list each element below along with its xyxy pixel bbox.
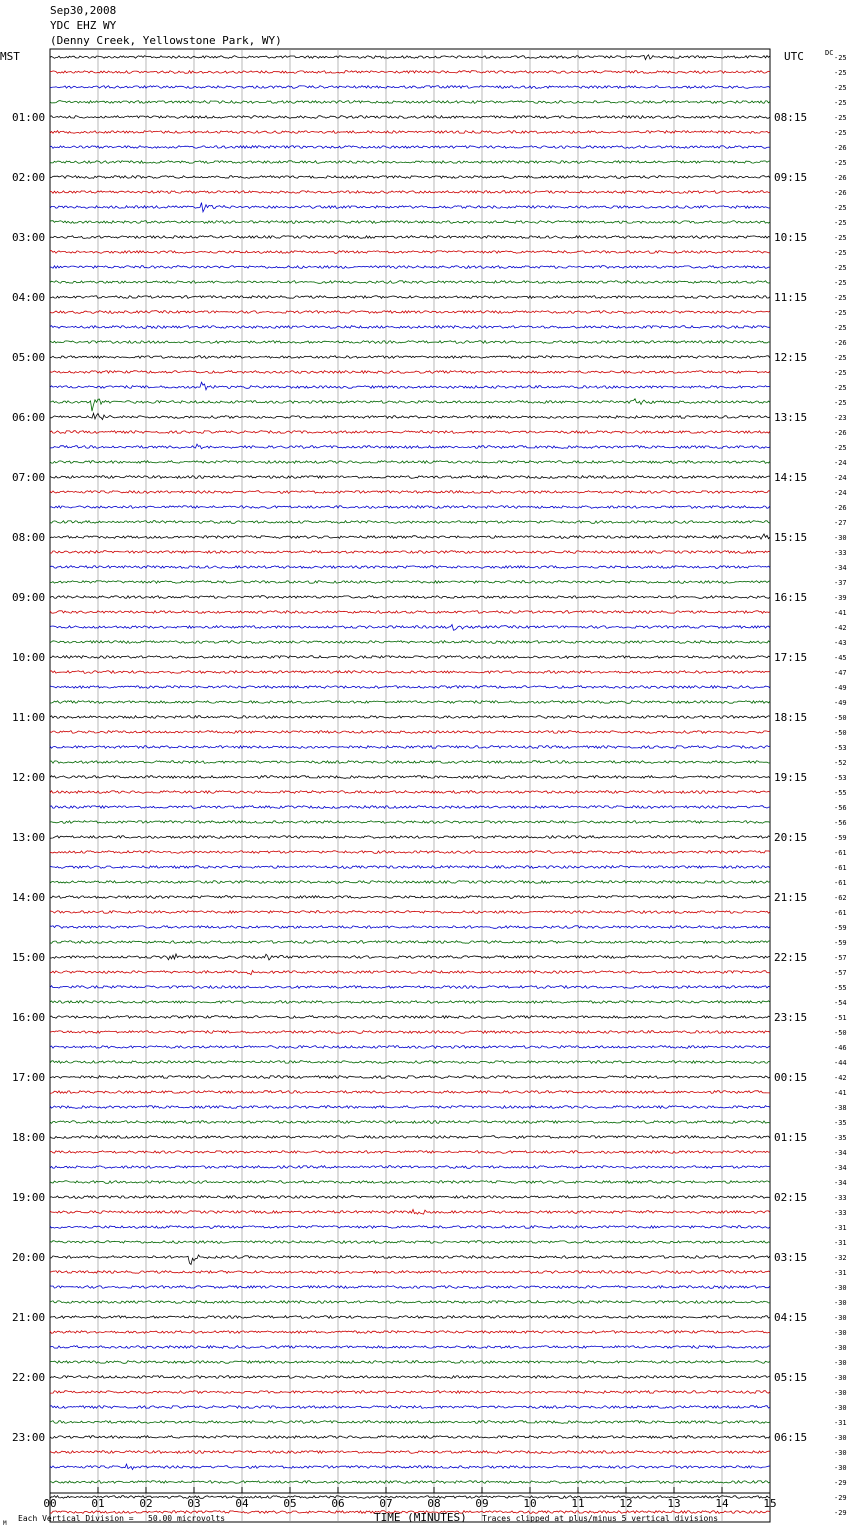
utc-hour-label: 15:15 bbox=[774, 531, 808, 544]
seismic-trace bbox=[50, 1061, 770, 1064]
dc-offset-value: -30 bbox=[834, 1389, 847, 1397]
dc-offset-value: -34 bbox=[834, 564, 847, 572]
dc-offset-value: -35 bbox=[834, 1119, 847, 1127]
seismic-trace bbox=[50, 791, 770, 794]
dc-offset-value: -25 bbox=[834, 399, 847, 407]
dc-offset-value: -53 bbox=[834, 744, 847, 752]
dc-offset-value: -53 bbox=[834, 774, 847, 782]
seismic-trace bbox=[50, 236, 770, 239]
seismic-trace bbox=[50, 611, 770, 614]
seismic-trace bbox=[50, 581, 770, 584]
seismic-trace bbox=[50, 836, 770, 839]
dc-offset-value: -49 bbox=[834, 684, 847, 692]
seismic-trace bbox=[50, 821, 770, 824]
seismic-trace bbox=[50, 686, 770, 689]
x-tick-label: 02 bbox=[139, 1497, 153, 1510]
seismic-trace bbox=[50, 746, 770, 749]
dc-offset-value: -25 bbox=[834, 114, 847, 122]
dc-offset-value: -24 bbox=[834, 474, 847, 482]
dc-offset-value: -31 bbox=[834, 1269, 847, 1277]
x-tick-label: 03 bbox=[187, 1497, 201, 1510]
seismic-trace bbox=[50, 1464, 770, 1469]
x-tick-label: 05 bbox=[283, 1497, 297, 1510]
dc-offset-value: -31 bbox=[834, 1224, 847, 1232]
dc-offset-value: -45 bbox=[834, 654, 847, 662]
dc-offset-value: -31 bbox=[834, 1239, 847, 1247]
mst-hour-label: 10:00 bbox=[12, 651, 46, 664]
dc-offset-value: -30 bbox=[834, 1464, 847, 1472]
dc-offset-value: -61 bbox=[834, 909, 847, 917]
corner-mark: M bbox=[3, 1520, 7, 1527]
utc-hour-label: 14:15 bbox=[774, 471, 808, 484]
dc-offset-value: -25 bbox=[834, 249, 847, 257]
dc-offset-value: -50 bbox=[834, 714, 847, 722]
seismic-trace bbox=[50, 1361, 770, 1364]
seismic-trace bbox=[50, 1241, 770, 1244]
seismic-trace bbox=[50, 491, 770, 494]
seismic-trace bbox=[50, 701, 770, 704]
seismic-trace bbox=[50, 326, 770, 329]
dc-offset-value: -29 bbox=[834, 1509, 847, 1517]
seismic-trace bbox=[50, 1181, 770, 1184]
utc-hour-label: 06:15 bbox=[774, 1431, 808, 1444]
seismic-trace bbox=[50, 1436, 770, 1439]
mst-hour-label: 19:00 bbox=[12, 1191, 46, 1204]
dc-offset-value: -25 bbox=[834, 309, 847, 317]
utc-hour-label: 21:15 bbox=[774, 891, 808, 904]
dc-offset-value: -56 bbox=[834, 804, 847, 812]
seismic-trace bbox=[50, 1301, 770, 1304]
x-tick-label: 13 bbox=[667, 1497, 681, 1510]
dc-offset-value: -30 bbox=[834, 1404, 847, 1412]
dc-offset-value: -39 bbox=[834, 594, 847, 602]
dc-offset-value: -26 bbox=[834, 339, 847, 347]
seismic-trace bbox=[50, 1121, 770, 1124]
seismic-trace bbox=[50, 1316, 770, 1319]
dc-offset-value: -32 bbox=[834, 1254, 847, 1262]
dc-offset-value: -29 bbox=[834, 1494, 847, 1502]
dc-offset-value: -54 bbox=[834, 999, 847, 1007]
vertical-scale-note: Each Vertical Division = 50.00 microvolts bbox=[18, 1514, 226, 1523]
seismic-trace bbox=[50, 399, 770, 411]
dc-offset-value: -25 bbox=[834, 354, 847, 362]
seismic-trace bbox=[50, 1451, 770, 1454]
seismic-trace bbox=[50, 866, 770, 869]
dc-offset-value: -30 bbox=[834, 1374, 847, 1382]
seismic-trace bbox=[50, 1376, 770, 1379]
mst-hour-label: 15:00 bbox=[12, 951, 46, 964]
seismic-trace bbox=[50, 1331, 770, 1334]
seismic-trace bbox=[50, 311, 770, 314]
utc-hour-label: 19:15 bbox=[774, 771, 808, 784]
dc-offset-value: -33 bbox=[834, 1194, 847, 1202]
dc-offset-value: -33 bbox=[834, 1209, 847, 1217]
mst-hour-label: 05:00 bbox=[12, 351, 46, 364]
dc-offset-value: -34 bbox=[834, 1164, 847, 1172]
seismic-trace bbox=[50, 896, 770, 899]
seismic-trace bbox=[50, 986, 770, 989]
mst-hour-label: 09:00 bbox=[12, 591, 46, 604]
dc-offset-value: -47 bbox=[834, 669, 847, 677]
dc-offset-value: -25 bbox=[834, 99, 847, 107]
dc-offset-value: -55 bbox=[834, 789, 847, 797]
seismic-trace bbox=[50, 1001, 770, 1004]
seismic-trace bbox=[50, 1151, 770, 1154]
seismic-trace bbox=[50, 1481, 770, 1484]
dc-offset-value: -41 bbox=[834, 609, 847, 617]
seismic-trace bbox=[50, 55, 770, 60]
utc-hour-label: 03:15 bbox=[774, 1251, 808, 1264]
seismic-trace bbox=[50, 281, 770, 284]
seismic-trace bbox=[50, 851, 770, 854]
utc-hour-label: 08:15 bbox=[774, 111, 808, 124]
seismic-trace bbox=[50, 1210, 770, 1215]
dc-offset-value: -30 bbox=[834, 534, 847, 542]
dc-offset-value: -24 bbox=[834, 489, 847, 497]
station-code: YDC EHZ WY bbox=[50, 19, 117, 32]
dc-offset-value: -30 bbox=[834, 1284, 847, 1292]
x-tick-label: 00 bbox=[43, 1497, 57, 1510]
dc-offset-value: -61 bbox=[834, 864, 847, 872]
seismic-trace bbox=[50, 671, 770, 674]
x-tick-label: 08 bbox=[427, 1497, 441, 1510]
dc-offset-value: -59 bbox=[834, 924, 847, 932]
utc-hour-label: 18:15 bbox=[774, 711, 808, 724]
mst-hour-label: 21:00 bbox=[12, 1311, 46, 1324]
x-tick-label: 14 bbox=[715, 1497, 729, 1510]
left-timezone-label: MST bbox=[0, 50, 20, 63]
x-tick-label: 12 bbox=[619, 1497, 633, 1510]
x-tick-label: 11 bbox=[571, 1497, 585, 1510]
seismic-trace bbox=[50, 954, 770, 960]
dc-offset-value: -30 bbox=[834, 1359, 847, 1367]
seismic-trace bbox=[50, 641, 770, 644]
seismic-trace bbox=[50, 341, 770, 344]
dc-offset-value: -25 bbox=[834, 219, 847, 227]
seismic-trace bbox=[50, 506, 770, 509]
seismic-trace bbox=[50, 1016, 770, 1019]
seismic-trace bbox=[50, 161, 770, 164]
seismic-trace bbox=[50, 1255, 770, 1265]
seismic-trace bbox=[50, 1046, 770, 1049]
mst-hour-label: 04:00 bbox=[12, 291, 46, 304]
seismic-trace bbox=[50, 266, 770, 269]
dc-offset-value: -34 bbox=[834, 1149, 847, 1157]
dc-offset-value: -50 bbox=[834, 729, 847, 737]
mst-hour-label: 22:00 bbox=[12, 1371, 46, 1384]
seismic-trace bbox=[50, 1166, 770, 1169]
utc-hour-label: 22:15 bbox=[774, 951, 808, 964]
seismic-trace bbox=[50, 431, 770, 434]
dc-offset-value: -25 bbox=[834, 204, 847, 212]
seismic-trace bbox=[50, 716, 770, 719]
dc-offset-value: -62 bbox=[834, 894, 847, 902]
seismic-trace bbox=[50, 881, 770, 884]
dc-offset-value: -37 bbox=[834, 579, 847, 587]
mst-hour-label: 23:00 bbox=[12, 1431, 46, 1444]
mst-hour-label: 01:00 bbox=[12, 111, 46, 124]
utc-hour-label: 04:15 bbox=[774, 1311, 808, 1324]
seismic-trace bbox=[50, 731, 770, 734]
dc-offset-value: -52 bbox=[834, 759, 847, 767]
dc-offset-value: -25 bbox=[834, 384, 847, 392]
dc-offset-value: -24 bbox=[834, 459, 847, 467]
mst-hour-label: 12:00 bbox=[12, 771, 46, 784]
seismic-trace bbox=[50, 382, 770, 390]
dc-offset-value: -59 bbox=[834, 939, 847, 947]
dc-offset-value: -23 bbox=[834, 414, 847, 422]
seismic-trace bbox=[50, 1226, 770, 1229]
seismic-trace bbox=[50, 806, 770, 809]
seismic-trace bbox=[50, 413, 770, 419]
seismic-trace bbox=[50, 534, 770, 539]
utc-hour-label: 13:15 bbox=[774, 411, 808, 424]
dc-offset-value: -25 bbox=[834, 129, 847, 137]
dc-offset-value: -57 bbox=[834, 954, 847, 962]
dc-offset-value: -25 bbox=[834, 294, 847, 302]
clipping-note: Traces clipped at plus/minus 5 vertical divisions bbox=[482, 1514, 719, 1523]
dc-offset-value: -42 bbox=[834, 1074, 847, 1082]
seismic-trace bbox=[50, 521, 770, 524]
x-tick-label: 04 bbox=[235, 1497, 249, 1510]
dc-offset-value: -41 bbox=[834, 1089, 847, 1097]
seismic-trace bbox=[50, 86, 770, 89]
seismic-trace bbox=[50, 476, 770, 479]
utc-hour-label: 23:15 bbox=[774, 1011, 808, 1024]
dc-offset-value: -49 bbox=[834, 699, 847, 707]
dc-offset-value: -31 bbox=[834, 1419, 847, 1427]
dc-offset-value: -25 bbox=[834, 279, 847, 287]
dc-offset-value: -43 bbox=[834, 639, 847, 647]
seismic-trace bbox=[50, 1391, 770, 1394]
seismic-trace bbox=[50, 656, 770, 659]
seismic-trace bbox=[50, 1106, 770, 1109]
utc-hour-label: 11:15 bbox=[774, 291, 808, 304]
utc-hour-label: 12:15 bbox=[774, 351, 808, 364]
seismic-trace bbox=[50, 911, 770, 914]
dc-offset-value: -25 bbox=[834, 444, 847, 452]
mst-hour-label: 13:00 bbox=[12, 831, 46, 844]
seismic-trace bbox=[50, 761, 770, 764]
seismic-trace bbox=[50, 176, 770, 179]
seismic-trace bbox=[50, 1271, 770, 1274]
dc-offset-value: -26 bbox=[834, 504, 847, 512]
mst-hour-label: 02:00 bbox=[12, 171, 46, 184]
utc-hour-label: 02:15 bbox=[774, 1191, 808, 1204]
x-tick-label: 15 bbox=[763, 1497, 777, 1510]
seismic-trace bbox=[50, 1031, 770, 1034]
dc-offset-value: -59 bbox=[834, 834, 847, 842]
dc-offset-header: DC bbox=[825, 49, 834, 57]
mst-hour-label: 17:00 bbox=[12, 1071, 46, 1084]
seismic-trace bbox=[50, 116, 770, 119]
dc-offset-value: -55 bbox=[834, 984, 847, 992]
dc-offset-value: -29 bbox=[834, 1479, 847, 1487]
seismic-trace bbox=[50, 941, 770, 944]
seismic-trace bbox=[50, 596, 770, 599]
utc-hour-label: 10:15 bbox=[774, 231, 808, 244]
seismic-trace bbox=[50, 1406, 770, 1409]
seismic-trace bbox=[50, 1136, 770, 1139]
x-axis-title: TIME (MINUTES) bbox=[374, 1511, 467, 1524]
dc-offset-value: -33 bbox=[834, 549, 847, 557]
seismic-trace bbox=[50, 71, 770, 74]
dc-offset-value: -42 bbox=[834, 624, 847, 632]
dc-offset-value: -25 bbox=[834, 234, 847, 242]
dc-offset-value: -30 bbox=[834, 1329, 847, 1337]
seismic-trace bbox=[50, 1346, 770, 1349]
dc-offset-value: -46 bbox=[834, 1044, 847, 1052]
dc-offset-value: -25 bbox=[834, 324, 847, 332]
station-location: (Denny Creek, Yellowstone Park, WY) bbox=[50, 34, 282, 47]
dc-offset-value: -30 bbox=[834, 1344, 847, 1352]
dc-offset-value: -61 bbox=[834, 849, 847, 857]
mst-hour-label: 03:00 bbox=[12, 231, 46, 244]
x-tick-label: 10 bbox=[523, 1497, 537, 1510]
seismic-trace bbox=[50, 461, 770, 464]
seismic-trace bbox=[50, 371, 770, 374]
mst-hour-label: 07:00 bbox=[12, 471, 46, 484]
utc-hour-label: 17:15 bbox=[774, 651, 808, 664]
dc-offset-value: -25 bbox=[834, 84, 847, 92]
seismic-trace bbox=[50, 1076, 770, 1079]
utc-hour-label: 01:15 bbox=[774, 1131, 808, 1144]
seismic-trace bbox=[50, 776, 770, 779]
mst-hour-label: 06:00 bbox=[12, 411, 46, 424]
dc-offset-value: -61 bbox=[834, 879, 847, 887]
dc-offset-value: -26 bbox=[834, 144, 847, 152]
seismic-trace bbox=[50, 191, 770, 194]
dc-offset-value: -34 bbox=[834, 1179, 847, 1187]
dc-offset-value: -30 bbox=[834, 1314, 847, 1322]
utc-hour-label: 05:15 bbox=[774, 1371, 808, 1384]
seismic-trace bbox=[50, 444, 770, 449]
dc-offset-value: -35 bbox=[834, 1134, 847, 1142]
dc-offset-value: -26 bbox=[834, 429, 847, 437]
x-tick-label: 01 bbox=[91, 1497, 105, 1510]
dc-offset-value: -57 bbox=[834, 969, 847, 977]
mst-hour-label: 11:00 bbox=[12, 711, 46, 724]
seismic-trace bbox=[50, 356, 770, 359]
seismic-trace bbox=[50, 203, 770, 212]
mst-hour-label: 08:00 bbox=[12, 531, 46, 544]
seismic-trace bbox=[50, 101, 770, 104]
seismic-trace bbox=[50, 1196, 770, 1199]
utc-hour-label: 16:15 bbox=[774, 591, 808, 604]
seismic-trace bbox=[50, 1496, 770, 1499]
x-tick-label: 07 bbox=[379, 1497, 393, 1510]
mst-hour-label: 20:00 bbox=[12, 1251, 46, 1264]
dc-offset-value: -25 bbox=[834, 264, 847, 272]
seismic-trace bbox=[50, 1286, 770, 1289]
mst-hour-label: 18:00 bbox=[12, 1131, 46, 1144]
utc-hour-label: 09:15 bbox=[774, 171, 808, 184]
dc-offset-value: -30 bbox=[834, 1299, 847, 1307]
x-tick-label: 09 bbox=[475, 1497, 489, 1510]
dc-offset-value: -25 bbox=[834, 159, 847, 167]
mst-hour-label: 16:00 bbox=[12, 1011, 46, 1024]
dc-offset-value: -25 bbox=[834, 54, 847, 62]
seismic-trace bbox=[50, 296, 770, 299]
dc-offset-value: -56 bbox=[834, 819, 847, 827]
seismic-trace bbox=[50, 551, 770, 554]
mst-hour-label: 14:00 bbox=[12, 891, 46, 904]
dc-offset-value: -51 bbox=[834, 1014, 847, 1022]
dc-offset-value: -50 bbox=[834, 1029, 847, 1037]
plot-date: Sep30,2008 bbox=[50, 4, 117, 17]
utc-hour-label: 00:15 bbox=[774, 1071, 808, 1084]
seismic-trace bbox=[50, 146, 770, 149]
seismic-trace bbox=[50, 251, 770, 254]
seismic-trace bbox=[50, 926, 770, 929]
dc-offset-value: -26 bbox=[834, 189, 847, 197]
dc-offset-value: -30 bbox=[834, 1449, 847, 1457]
seismic-trace bbox=[50, 1421, 770, 1424]
dc-offset-value: -27 bbox=[834, 519, 847, 527]
seismic-trace bbox=[50, 221, 770, 224]
dc-offset-value: -44 bbox=[834, 1059, 847, 1067]
dc-offset-value: -25 bbox=[834, 369, 847, 377]
dc-offset-value: -38 bbox=[834, 1104, 847, 1112]
x-tick-label: 06 bbox=[331, 1497, 345, 1510]
dc-offset-value: -25 bbox=[834, 69, 847, 77]
seismic-trace bbox=[50, 1091, 770, 1094]
seismic-trace bbox=[50, 131, 770, 134]
seismic-trace bbox=[50, 971, 770, 975]
dc-offset-value: -30 bbox=[834, 1434, 847, 1442]
seismic-trace bbox=[50, 566, 770, 569]
right-timezone-label: UTC bbox=[784, 50, 804, 63]
utc-hour-label: 20:15 bbox=[774, 831, 808, 844]
seismic-trace bbox=[50, 625, 770, 631]
dc-offset-value: -26 bbox=[834, 174, 847, 182]
